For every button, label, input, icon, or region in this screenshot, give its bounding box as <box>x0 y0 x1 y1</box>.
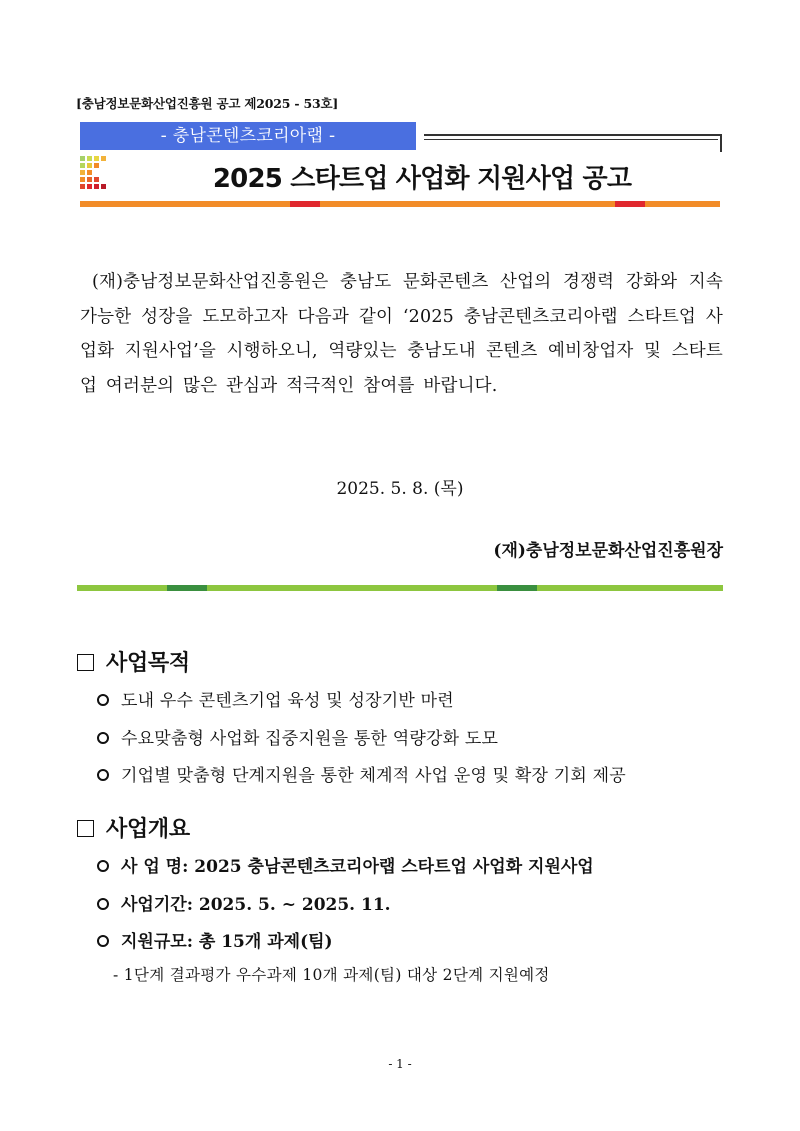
list-item <box>97 761 626 786</box>
list-item-text: 기업별 맞춤형 단계지원을 통한 체계적 사업 운영 및 확장 기회 제공 <box>121 766 626 786</box>
circle-bullet-icon <box>97 860 109 872</box>
list-item <box>97 890 391 915</box>
circle-bullet-icon <box>97 898 109 910</box>
notice-number: [충남정보문화산업진흥원 공고 제2025 - 53호] <box>76 96 339 111</box>
list-item-text: 지원규모: 총 15개 과제(팀) <box>121 932 333 952</box>
title-underline-bar <box>80 201 720 207</box>
section-heading-purpose <box>77 646 190 677</box>
list-item-text: 수요맞춤형 사업화 집중지원을 통한 역량강화 도모 <box>121 729 499 749</box>
banner-decoration-lines <box>424 134 724 152</box>
list-item <box>97 852 594 877</box>
list-item <box>97 927 333 952</box>
checkbox-square-icon <box>77 654 94 671</box>
list-item-text: 사 업 명: 2025 충남콘텐츠코리아랩 스타트업 사업화 지원사업 <box>121 857 594 877</box>
list-item <box>97 724 498 749</box>
support-scale-note: - 1단계 결과평가 우수과제 10개 과제(팀) 대상 2단계 지원예정 <box>113 966 550 984</box>
list-item-text: 사업기간: 2025. 5. ~ 2025. 11. <box>121 895 391 915</box>
issuer-signature: (재)충남정보문화산업진흥원장 <box>493 541 723 561</box>
content-korea-lab-logo-icon <box>80 156 116 192</box>
section-heading-overview-label: 사업개요 <box>106 817 190 842</box>
circle-bullet-icon <box>97 935 109 947</box>
list-item <box>97 686 454 711</box>
section-divider <box>77 585 723 591</box>
circle-bullet-icon <box>97 732 109 744</box>
section-heading-overview <box>77 812 190 843</box>
list-item-text: 도내 우수 콘텐츠기업 육성 및 성장기반 마련 <box>121 691 454 711</box>
circle-bullet-icon <box>97 769 109 781</box>
checkbox-square-icon <box>77 820 94 837</box>
announcement-date: 2025. 5. 8. (목) <box>336 479 464 499</box>
circle-bullet-icon <box>97 694 109 706</box>
page-number: - 1 - <box>388 1057 412 1071</box>
intro-paragraph: (재)충남정보문화산업진흥원은 충남도 문화콘텐츠 산업의 경쟁력 강화와 지속가능한 성장을 도모하고자 다음과 같이 ‘2025 충남콘텐츠코리아랩 스타트업 사업화 지원사업’을 시행하오니, 역량있는 충남도내 콘텐츠 예비창업자 및 스타트업 여러분의 많은 관심과 적극적인 참여를 바랍니다. <box>80 272 723 396</box>
page-title: 2025 스타트업 사업화 지원사업 공고 <box>212 164 632 194</box>
organization-banner: - 충남콘텐츠코리아랩 - <box>80 122 416 150</box>
section-heading-purpose-label: 사업목적 <box>106 651 190 676</box>
